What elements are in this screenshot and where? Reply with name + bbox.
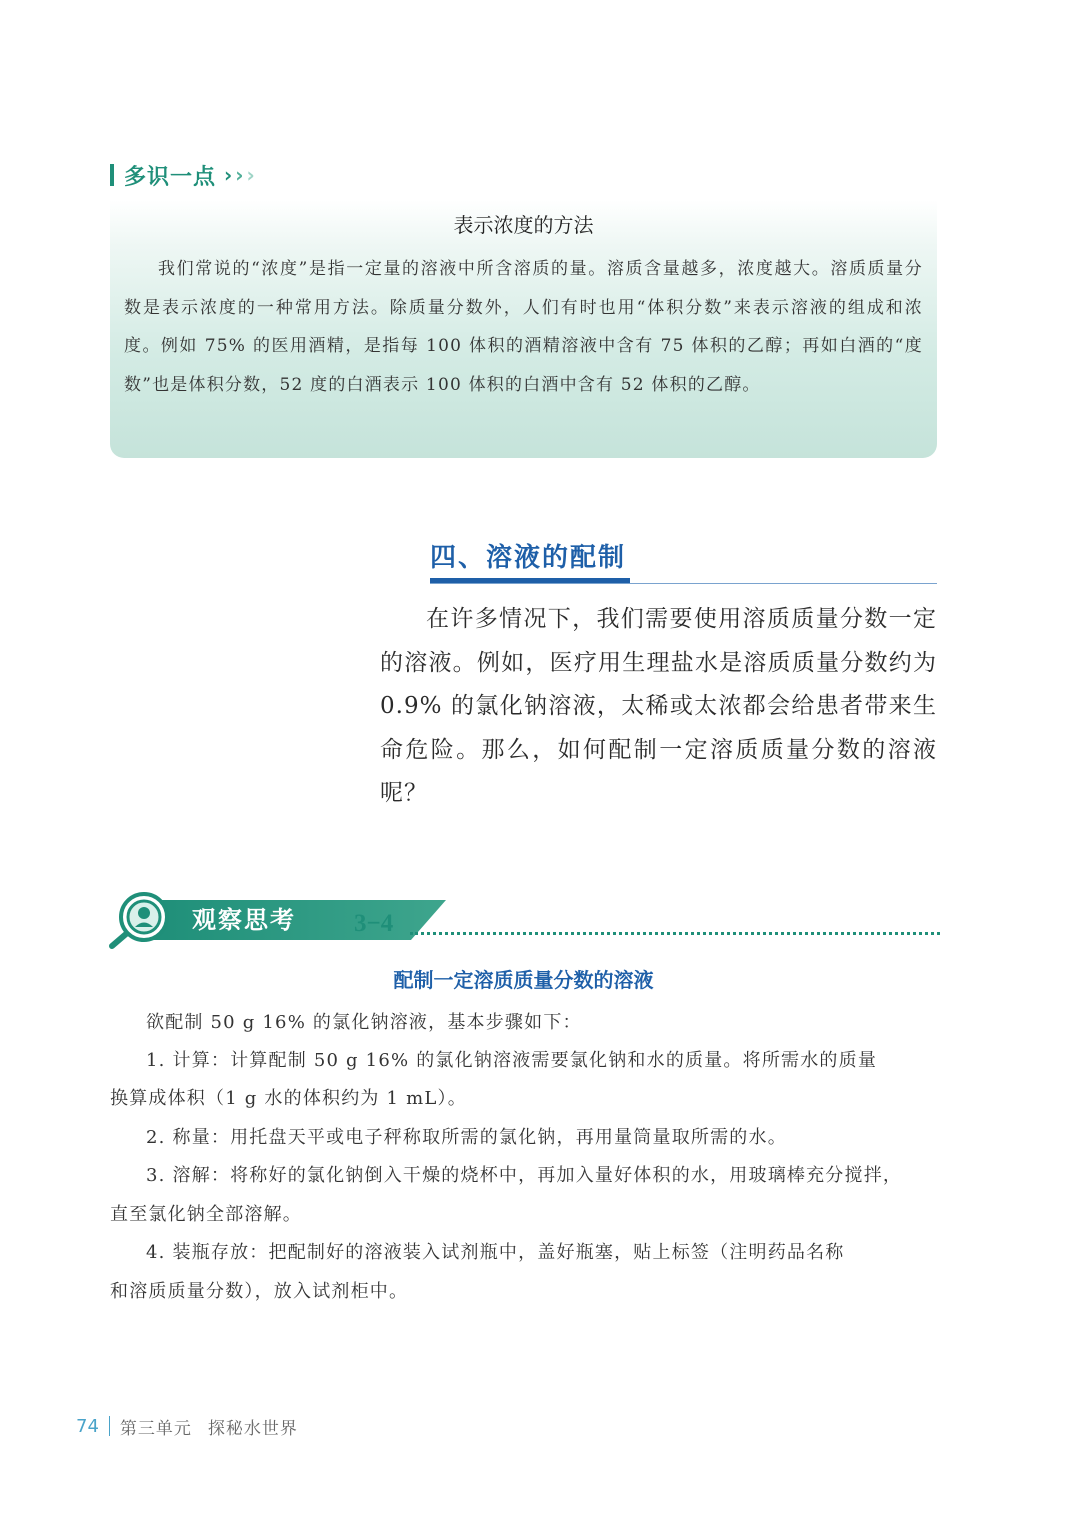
chevron-right-icon: › bbox=[246, 163, 253, 187]
page-footer bbox=[76, 1412, 298, 1440]
activity-title: 配制一定溶质质量分数的溶液 bbox=[393, 968, 654, 992]
more-knowledge-title: 多识一点 bbox=[124, 164, 217, 190]
observe-banner-text: 观察思考 bbox=[192, 906, 296, 934]
section-heading bbox=[430, 538, 937, 586]
more-knowledge-header bbox=[110, 158, 253, 192]
chevron-right-icon: › bbox=[235, 163, 242, 187]
activity-step-4: 4. 装瓶存放：把配制好的溶液装入试剂瓶中，盖好瓶塞，贴上标签（注明药品名称 bbox=[146, 1242, 845, 1263]
activity-step-1: 1. 计算：计算配制 50 g 16% 的氯化钠溶液需要氯化钠和水的质量。将所需水的质量 bbox=[146, 1050, 878, 1071]
chevron-right-icon: › bbox=[224, 163, 231, 187]
section-paragraph: 在许多情况下，我们需要使用溶质质量分数一定的溶液。例如，医疗用生理盐水是溶质质量分数约为 0.9% 的氯化钠溶液，太稀或太浓都会给患者带来生命危险。那么，如何配制一定溶质质量分数的溶液呢？ bbox=[380, 606, 937, 806]
activity-number: 3−4 bbox=[354, 910, 394, 937]
info-box-title: 表示浓度的方法 bbox=[453, 213, 594, 237]
unit-label: 第三单元 bbox=[119, 1418, 192, 1439]
info-box bbox=[110, 200, 937, 458]
section-heading-text: 四、溶液的配制 bbox=[430, 543, 627, 573]
dotted-rule bbox=[410, 932, 940, 935]
activity-step-3-cont: 直至氯化钠全部溶解。 bbox=[110, 1204, 302, 1225]
magnifier-icon bbox=[108, 890, 178, 950]
page-number: 74 bbox=[76, 1415, 99, 1437]
footer-divider bbox=[109, 1416, 110, 1436]
info-box-text: 我们常说的“浓度”是指一定量的溶液中所含溶质的量。溶质含量越多，浓度越大。溶质质量分数是表示浓度的一种常用方法。除质量分数外，人们有时也用“体积分数”来表示溶液的组成和浓度。例如 75% 的医用酒精，是指每 100 体积的酒精溶液中含有 75 体积的乙醇；再如白酒的“度数”也是体积分数，52 度的白酒表示 100 体积的白酒中含有 52 体积的乙醇。 bbox=[124, 259, 923, 395]
heading-rule bbox=[430, 583, 937, 584]
chevron-arrows-icon bbox=[224, 163, 253, 187]
activity-step-2: 2. 称量：用托盘天平或电子秤称取所需的氯化钠，再用量筒量取所需的水。 bbox=[146, 1127, 787, 1148]
activity-intro: 欲配制 50 g 16% 的氯化钠溶液，基本步骤如下： bbox=[146, 1012, 582, 1033]
activity-step-1-cont: 换算成体积（1 g 水的体积约为 1 mL）。 bbox=[110, 1088, 467, 1109]
activity-step-3: 3. 溶解：将称好的氯化钠倒入干燥的烧杯中，再加入量好体积的水，用玻璃棒充分搅拌， bbox=[146, 1165, 903, 1186]
unit-title: 探秘水世界 bbox=[207, 1418, 298, 1439]
activity-step-4-cont: 和溶质质量分数），放入试剂柜中。 bbox=[110, 1281, 409, 1302]
header-bar bbox=[110, 164, 114, 186]
observe-think-header bbox=[108, 890, 940, 950]
